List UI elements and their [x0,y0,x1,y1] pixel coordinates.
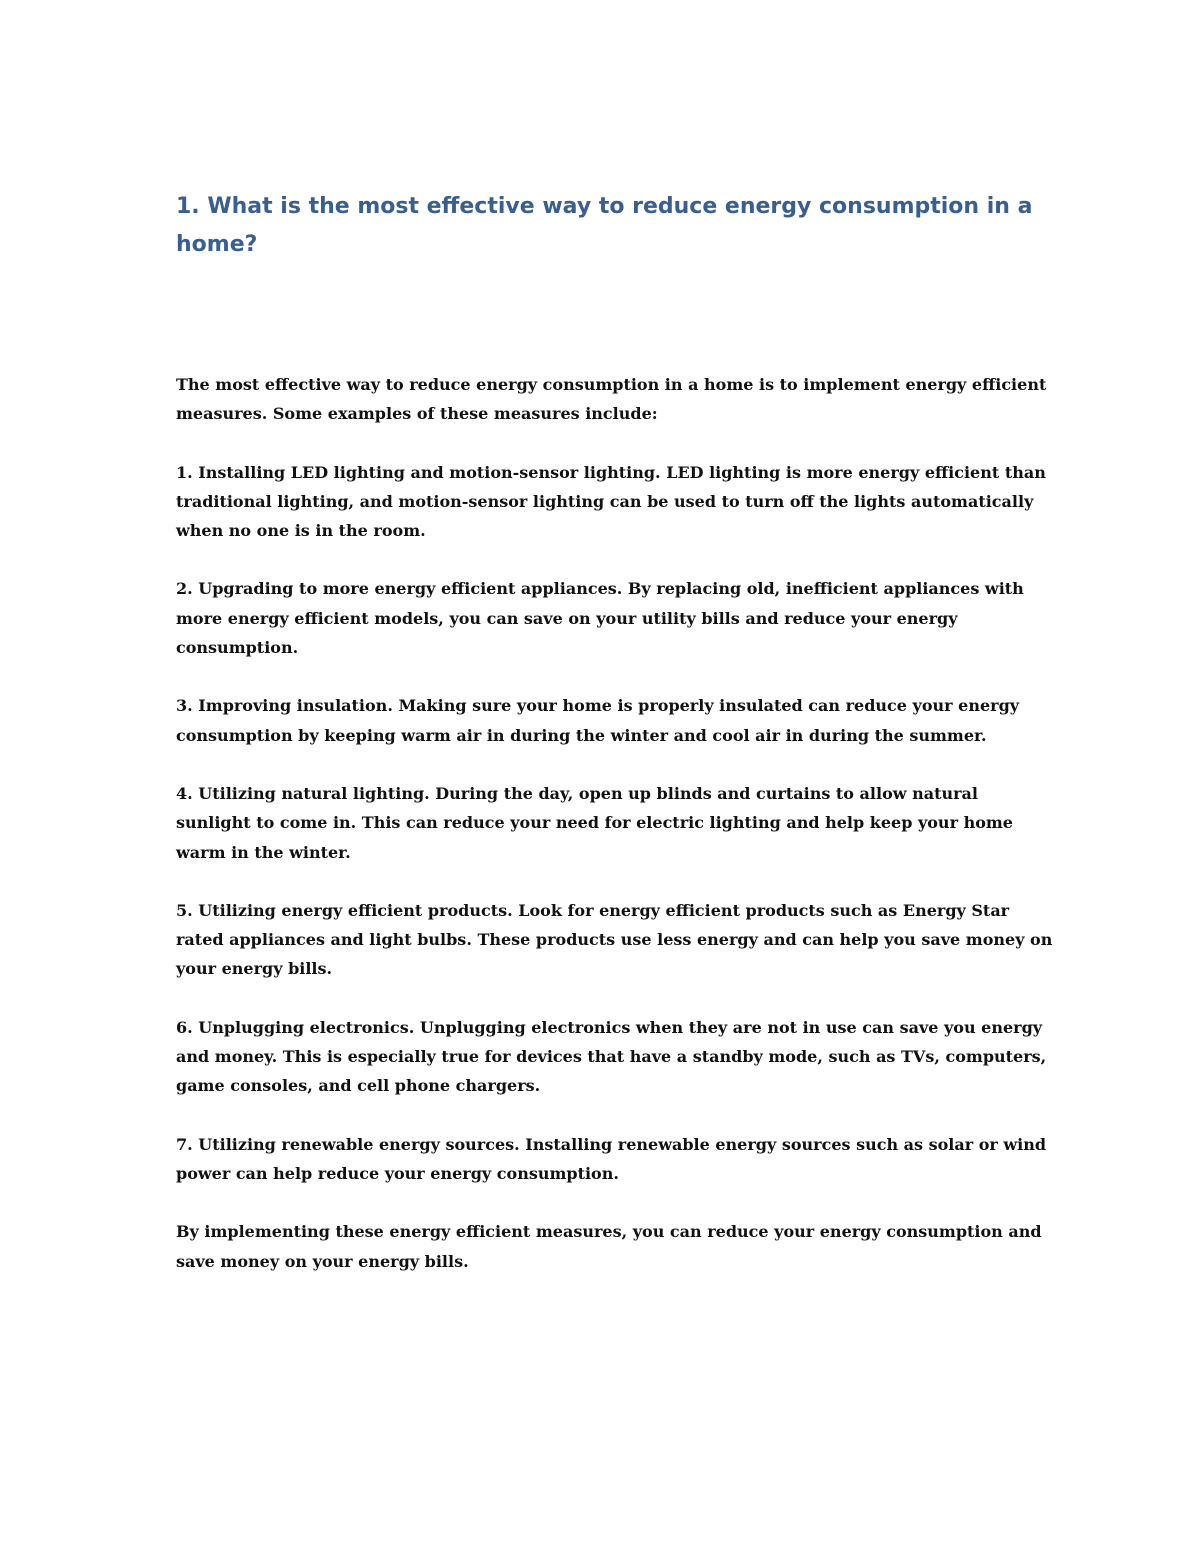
conclusion-paragraph: By implementing these energy efficient measures, you can reduce your energy consumption and save money on your energy bills. [176,1222,1042,1271]
list-item: 3. Improving insulation. Making sure your home is properly insulated can reduce your energy consumption by keeping warm air in during the winter and cool air in during the summer. [176,696,1020,745]
list-item: 2. Upgrading to more energy efficient appliances. By replacing old, inefficient appliances with more energy efficient models, you can save on your utility bills and reduce your energy consumption. [176,579,1024,658]
answer-body [176,370,1056,1276]
list-item: 4. Utilizing natural lighting. During the day, open up blinds and curtains to allow natural sunlight to come in. This can reduce your need for electric lighting and help keep your home warm in the winter. [176,783,1013,862]
list-item: 6. Unplugging electronics. Unplugging electronics when they are not in use can save you energy and money. This is especially true for devices that have a standby mode, such as TVs, computers, game consoles, and cell phone chargers. [176,1017,1047,1096]
list-item: 5. Utilizing energy efficient products. Look for energy efficient products such as Energy Star rated appliances and light bulbs. These products use less energy and can help you save money on your energy bills. [176,900,1053,979]
question-heading: 1. What is the most effective way to reduce energy consumption in a home? [176,194,1033,257]
intro-paragraph: The most effective way to reduce energy consumption in a home is to implement energy efficient measures. Some examples of these measures include: [176,375,1047,424]
list-item: 7. Utilizing renewable energy sources. Installing renewable energy sources such as solar or wind power can help reduce your energy consumption. [176,1134,1047,1183]
list-item: 1. Installing LED lighting and motion-sensor lighting. LED lighting is more energy efficient than traditional lighting, and motion-sensor lighting can be used to turn off the lights automatically when no one is in the room. [176,462,1046,541]
